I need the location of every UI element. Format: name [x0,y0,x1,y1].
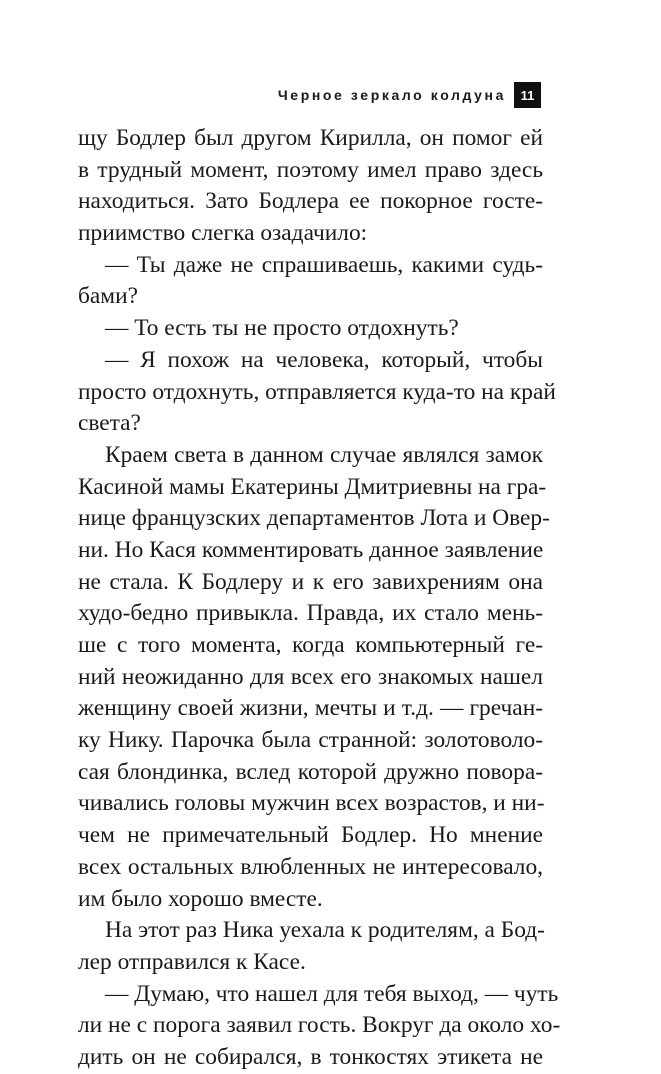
running-header [278,82,541,108]
running-title: Черное зеркало колдуна [277,87,506,103]
text-line: бами? [78,283,138,310]
text-line: женщину своей жизни, мечты и т.д. — гречан- [78,695,543,722]
text-line: Краем света в данном случае являлся замок [105,441,543,468]
text-line: не стала. К Бодлеру и к его завихрениям она [78,568,543,595]
text-line: лер отправился к Касе. [78,948,306,975]
text-line: находиться. Зато Бодлера ее покорное госте- [78,188,543,215]
text-line: На этот раз Ника уехала к родителям, а Бод- [105,917,545,944]
text-line: ку Нику. Парочка была странной: золотоволо- [78,727,543,754]
text-line: света? [78,410,141,437]
body-text [78,123,561,1074]
page-number: 11 [514,82,541,108]
text-line: худо-бедно привыкла. Правда, их стало мень- [78,600,543,627]
text-line: нице французских департаментов Лота и Овер- [78,505,550,532]
text-line: сая блондинка, вслед которой дружно повора- [78,758,543,785]
text-line: просто отдохнуть, отправляется куда-то на край [78,378,556,405]
text-line: — Ты даже не спрашиваешь, какими судь- [105,251,543,278]
text-line: — То есть ты не просто отдохнуть? [105,315,459,342]
text-line: щу Бодлер был другом Кирилла, он помог ей [78,125,543,151]
text-line: ний неожиданно для всех его знакомых нашел [78,663,543,690]
text-line: им было хорошо вместе. [78,885,323,912]
text-line: приимство слегка озадачило: [78,220,368,247]
text-line: дить он не собирался, в тонкостях этикета не [78,1043,543,1070]
text-line: чем не примечательный Бодлер. Но мнение [78,822,543,849]
text-line: — Я похож на человека, который, чтобы [105,346,543,373]
text-line: ли не с порога заявил гость. Вокруг да около хо- [78,1012,561,1039]
text-line: чивались головы мужчин всех возрастов, и ни- [78,790,545,817]
text-line: — Думаю, что нашел для тебя выход, — чуть [105,980,559,1007]
text-line: ни. Но Кася комментировать данное заявление [78,536,544,563]
text-line: всех остальных влюбленных не интересовало, [78,853,543,880]
text-line: ше с того момента, когда компьютерный ге- [78,632,543,658]
text-line: в трудный момент, поэтому имел право здесь [78,156,543,183]
text-line: Касиной мамы Екатерины Дмитриевны на гра- [78,473,547,500]
